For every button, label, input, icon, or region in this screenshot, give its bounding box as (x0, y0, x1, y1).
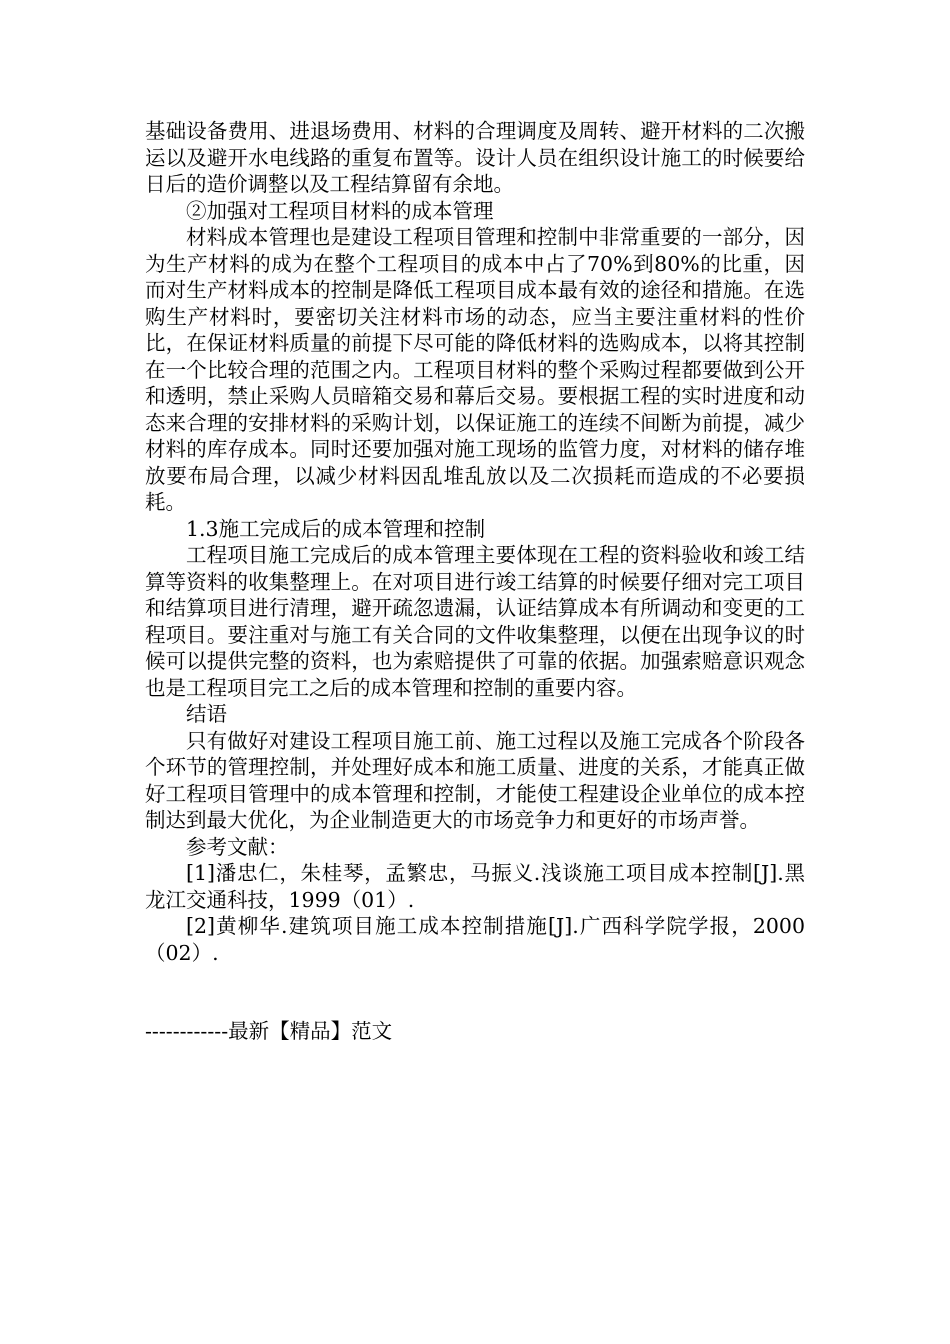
paragraph-materials: 材料成本管理也是建设工程项目管理和控制中非常重要的一部分，因为生产材料的成为在整个工程项目的成本中占了70%到80%的比重，因而对生产材料成本的控制是降低工程项目成本最有效的途径和措施。在选购生产材料时，要密切关注材料市场的动态，应当主要注重材料的性价比，在保证材料质量的前提下尽可能的降低材料的选购成本，以将其控制在一个比较合理的范围之内。工程项目材料的整个采购过程都要做到公开和透明，禁止采购人员暗箱交易和幕后交易。要根据工程的实时进度和动态来合理的安排材料的采购计划，以保证施工的连续不间断为前提，减少材料的库存成本。同时还要加强对施工现场的监管力度，对材料的储存堆放要布局合理，以减少材料因乱堆乱放以及二次损耗而造成的不必要损耗。 (145, 225, 805, 514)
section-heading-completion: 1.3施工完成后的成本管理和控制 (186, 516, 486, 541)
footer-tagline: ------------最新【精品】范文 (145, 1019, 393, 1043)
document-body (145, 118, 805, 966)
paragraph-completion: 工程项目施工完成后的成本管理主要体现在工程的资料验收和竣工结算等资料的收集整理上。在对项目进行竣工结算的时候要仔细对完工项目和结算项目进行清理，避开疏忽遗漏，认证结算成本有所调动和变更的工程项目。要注重对与施工有关合同的文件收集整理，以便在出现争议的时候可以提供完整的资料，也为索赔提供了可靠的依据。加强索赔意识观念也是工程项目完工之后的成本管理和控制的重要内容。 (145, 543, 805, 700)
reference-item: [2]黄柳华.建筑项目施工成本控制措施[J].广西科学院学报，2000（02）. (145, 914, 805, 965)
paragraph-conclusion: 只有做好对建设工程项目施工前、施工过程以及施工完成各个阶段各个环节的管理控制，并处理好成本和施工质量、进度的关系，才能真正做好工程项目管理中的成本管理和控制，才能使工程建设企业单位的成本控制达到最大优化，为企业制造更大的市场竞争力和更好的市场声誉。 (145, 728, 805, 832)
section-heading-conclusion: 结语 (186, 702, 227, 726)
references-heading: 参考文献： (186, 834, 289, 859)
section-heading-materials: ②加强对工程项目材料的成本管理 (186, 198, 494, 223)
reference-item: [1]潘忠仁，朱桂琴，孟繁忠，马振义.浅谈施工项目成本控制[J].黑龙江交通科技，1999（01）. (145, 861, 805, 912)
paragraph-continued: 基础设备费用、进退场费用、材料的合理调度及周转、避开材料的二次搬运以及避开水电线路的重复布置等。设计人员在组织设计施工的时候要给日后的造价调整以及工程结算留有余地。 (145, 119, 805, 196)
